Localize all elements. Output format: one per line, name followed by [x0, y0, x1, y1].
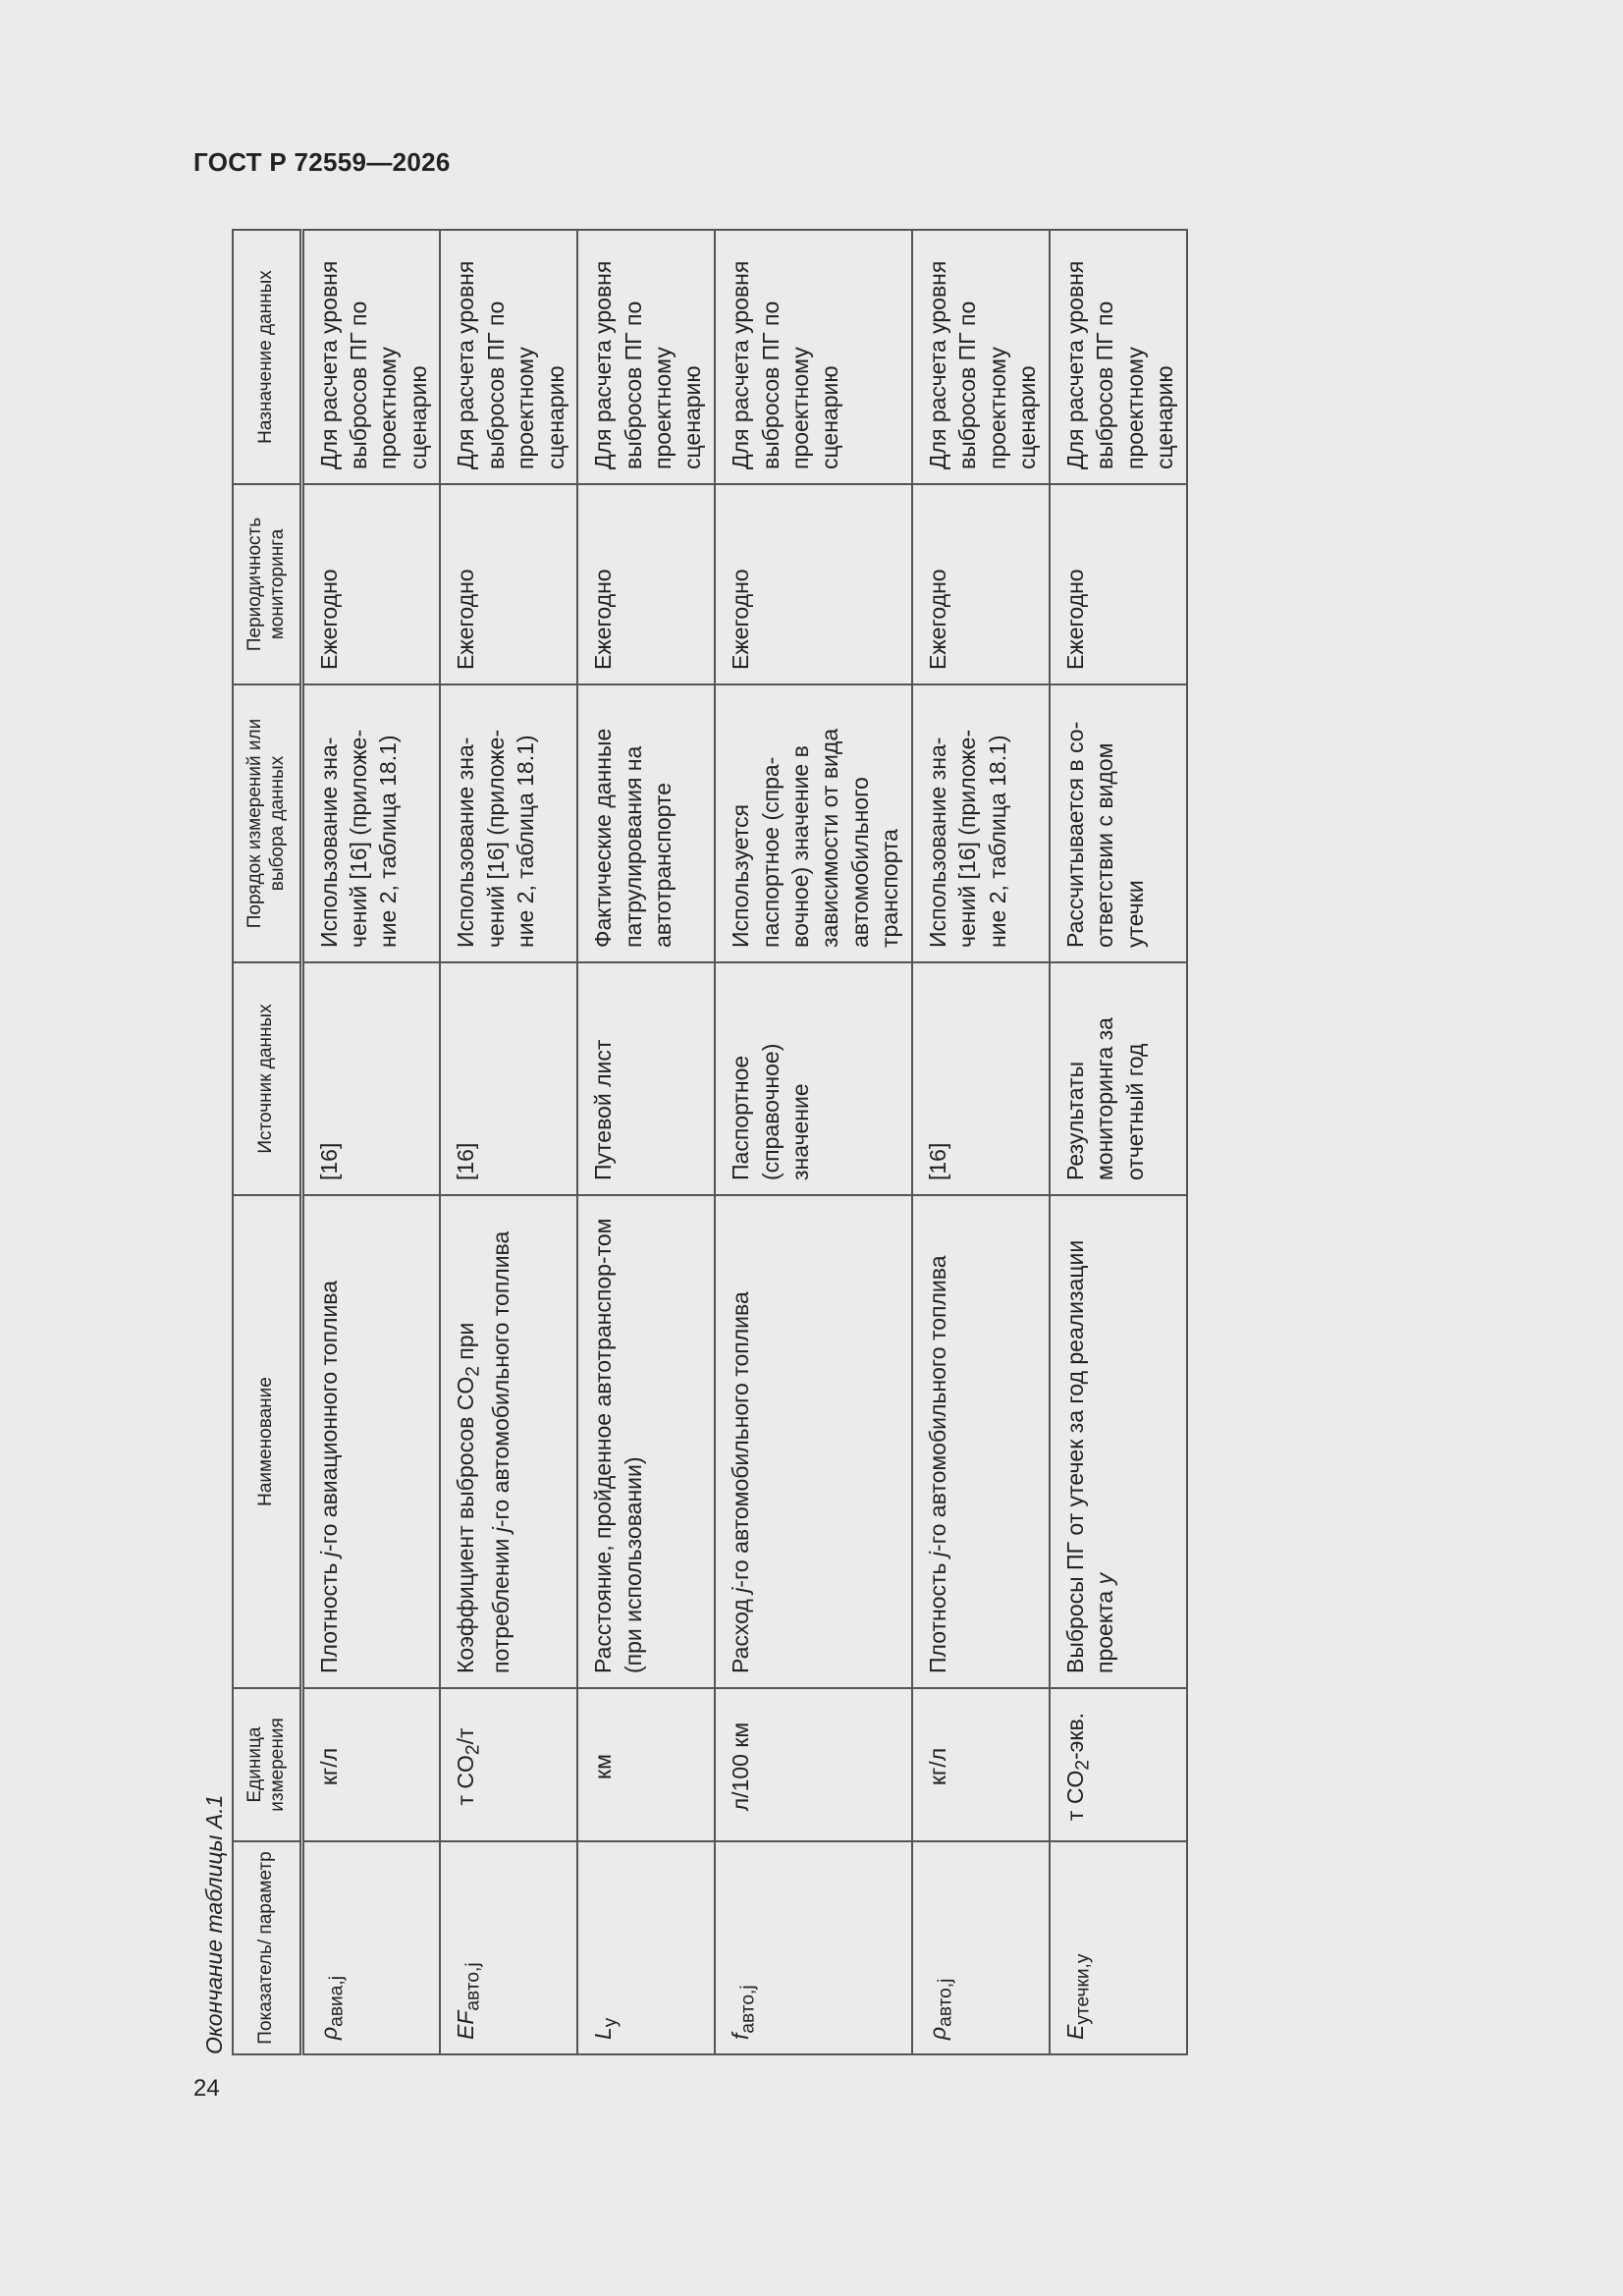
source-cell: Результаты мониторинга за отчетный год — [1050, 962, 1187, 1195]
page-number: 24 — [193, 2075, 220, 2102]
periodicity-cell: Ежегодно — [301, 484, 440, 684]
table-caption: Окончание таблицы А.1 — [201, 1794, 227, 2054]
name-index: j — [488, 1527, 514, 1533]
name-subscript: 2 — [463, 1366, 485, 1377]
param-symbol: L — [590, 2027, 617, 2040]
periodicity-cell: Ежегодно — [1050, 484, 1187, 684]
name-cell — [301, 1195, 440, 1688]
method-cell: Рассчитывается в со-ответствии с видом утечки — [1050, 684, 1187, 962]
table-row — [715, 230, 912, 2054]
unit-text: кг/л — [315, 1747, 342, 1786]
name-cell — [715, 1195, 912, 1688]
purpose-cell: Для расчета уровня выбросов ПГ по проектному сценарию — [301, 230, 440, 484]
name-cell — [440, 1195, 577, 1688]
name-text: -го авиационного топлива — [315, 1280, 342, 1552]
unit-text: т CO — [453, 1755, 479, 1806]
table-row — [912, 230, 1050, 2054]
name-text: Расход — [728, 1592, 754, 1673]
column-header: Назначение данных — [233, 230, 301, 484]
name-text: Коэффициент выбросов CO — [453, 1376, 479, 1673]
source-cell: Путевой лист — [577, 962, 715, 1195]
table-row — [440, 230, 577, 2054]
periodicity-cell: Ежегодно — [715, 484, 912, 684]
name-text: -го автомобильного топлива — [728, 1291, 754, 1588]
name-text: -го автомобильного топлива — [488, 1230, 514, 1528]
unit-tail: -экв. — [1062, 1712, 1089, 1760]
method-cell: Используется паспортное (спра-вочное) значение в зависимости от вида автомобильного транспорта — [715, 684, 912, 962]
name-text: Выбросы ПГ от утечек за год реализации проекта — [1062, 1239, 1118, 1673]
param-subscript: авто,j — [737, 1985, 759, 2034]
name-cell — [1050, 1195, 1187, 1688]
name-text: Плотность — [925, 1557, 951, 1673]
name-text: -го автомобильного топлива — [925, 1255, 951, 1552]
param-symbol: E — [1062, 2024, 1089, 2040]
param-cell — [440, 1841, 577, 2054]
purpose-cell: Для расчета уровня выбросов ПГ по проектному сценарию — [715, 230, 912, 484]
unit-cell — [301, 1688, 440, 1841]
column-header: Наименование — [233, 1195, 301, 1688]
rotated-table-container — [232, 231, 1188, 2055]
param-cell — [301, 1841, 440, 2054]
name-index: j — [925, 1551, 951, 1558]
unit-cell — [912, 1688, 1050, 1841]
table-row — [577, 230, 715, 2054]
unit-text: км — [590, 1754, 617, 1779]
periodicity-cell: Ежегодно — [577, 484, 715, 684]
method-cell: Использование зна-чений [16] (приложе-ние 2, таблица 18.1) — [301, 684, 440, 962]
name-index: y — [1092, 1572, 1118, 1585]
table-row — [301, 230, 440, 2054]
unit-subscript: 2 — [1072, 1760, 1094, 1771]
name-cell — [912, 1195, 1050, 1688]
unit-text: т CO — [1062, 1770, 1089, 1822]
column-header: Периодичность мониторинга — [233, 484, 301, 684]
table-row — [1050, 230, 1187, 2054]
purpose-cell: Для расчета уровня выбросов ПГ по проектному сценарию — [577, 230, 715, 484]
param-symbol: f — [728, 2033, 754, 2040]
param-symbol: ρ — [315, 2026, 342, 2040]
unit-cell — [1050, 1688, 1187, 1841]
data-table — [232, 229, 1188, 2055]
unit-text: л/100 км — [728, 1722, 754, 1812]
param-cell — [577, 1841, 715, 2054]
source-cell: [16] — [440, 962, 577, 1195]
method-cell: Использование зна-чений [16] (приложе-ние 2, таблица 18.1) — [440, 684, 577, 962]
source-cell: [16] — [912, 962, 1050, 1195]
purpose-cell: Для расчета уровня выбросов ПГ по проектному сценарию — [912, 230, 1050, 484]
column-header: Единица измерения — [233, 1688, 301, 1841]
table-header-row — [233, 230, 301, 2054]
source-cell: [16] — [301, 962, 440, 1195]
unit-cell — [715, 1688, 912, 1841]
name-index: j — [315, 1551, 342, 1558]
param-subscript: авто,j — [463, 1962, 485, 2011]
name-text: Расстояние, пройденное автотранспор-том (при использовании) — [590, 1218, 646, 1673]
periodicity-cell: Ежегодно — [440, 484, 577, 684]
purpose-cell: Для расчета уровня выбросов ПГ по проектному сценарию — [1050, 230, 1187, 484]
source-cell: Паспортное (справочное) значение — [715, 962, 912, 1195]
unit-tail: /т — [453, 1727, 479, 1745]
unit-cell — [440, 1688, 577, 1841]
unit-text: кг/л — [925, 1747, 951, 1786]
param-subscript: y — [600, 2017, 622, 2028]
purpose-cell: Для расчета уровня выбросов ПГ по проектному сценарию — [440, 230, 577, 484]
unit-subscript: 2 — [463, 1744, 485, 1756]
column-header: Показатель/ параметр — [233, 1841, 301, 2054]
unit-cell — [577, 1688, 715, 1841]
column-header: Порядок измерений или выбора данных — [233, 684, 301, 962]
column-header: Источник данных — [233, 962, 301, 1195]
name-cell — [577, 1195, 715, 1688]
param-cell — [1050, 1841, 1187, 2054]
method-cell: Использование зна-чений [16] (приложе-ние 2, таблица 18.1) — [912, 684, 1050, 962]
method-cell: Фактические данные патрулирования на автотранспорте — [577, 684, 715, 962]
document-code: ГОСТ Р 72559—2026 — [193, 147, 451, 177]
param-symbol: ρ — [925, 2026, 951, 2040]
param-cell — [912, 1841, 1050, 2054]
param-symbol: EF — [453, 2010, 479, 2040]
table-body — [301, 230, 1187, 2054]
periodicity-cell: Ежегодно — [912, 484, 1050, 684]
param-subscript: авто,j — [935, 1978, 956, 2027]
param-subscript: авиа,j — [326, 1976, 348, 2027]
name-text: Плотность — [315, 1557, 342, 1673]
param-cell — [715, 1841, 912, 2054]
name-text: при потреблении — [453, 1322, 514, 1673]
name-index: j — [728, 1587, 754, 1593]
param-subscript: утечки,y — [1072, 1953, 1094, 2025]
